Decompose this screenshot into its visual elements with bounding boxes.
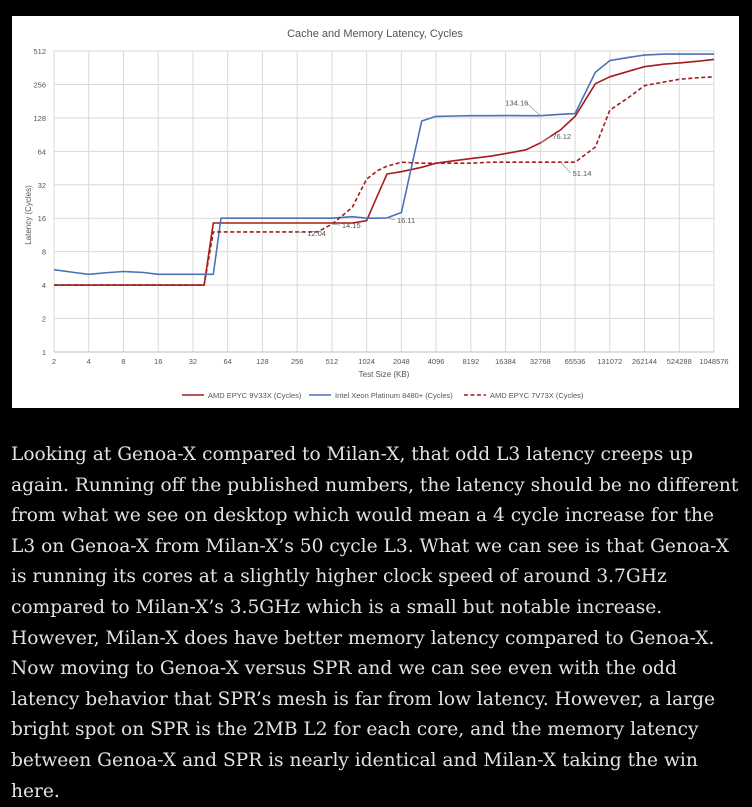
chart-series (54, 54, 714, 285)
x-tick-label: 524288 (666, 357, 692, 366)
x-tick-label: 64 (223, 357, 232, 366)
y-tick-label: 2 (41, 314, 46, 324)
data-annotation: 12.04 (307, 228, 326, 238)
chart-title: Cache and Memory Latency, Cycles (287, 28, 463, 40)
legend-label: Intel Xeon Platinum 8480+ (Cycles) (335, 391, 453, 400)
legend-label: AMD EPYC 9V33X (Cycles) (208, 391, 302, 400)
x-tick-label: 262144 (632, 357, 658, 366)
data-annotation: 16.11 (396, 215, 416, 225)
y-tick-label: 256 (33, 80, 46, 90)
x-tick-label: 8192 (462, 357, 480, 366)
y-axis-label: Latency (Cycles) (24, 185, 33, 245)
annotation-leader (540, 136, 550, 143)
y-tick-label: 32 (37, 180, 46, 190)
x-tick-label: 4096 (427, 357, 445, 366)
y-tick-label: 8 (41, 247, 46, 257)
y-tick-label: 1 (41, 348, 46, 357)
data-annotation: 51.14 (572, 169, 592, 179)
y-tick-label: 128 (33, 113, 46, 123)
chart-grid (54, 51, 714, 352)
y-tick-label: 64 (37, 147, 46, 157)
x-tick-label: 65536 (564, 357, 586, 366)
data-annotation: 76.12 (552, 131, 572, 141)
latency-chart-figure (12, 16, 739, 408)
x-tick-label: 4 (86, 357, 91, 366)
x-tick-label: 256 (290, 357, 304, 366)
x-tick-label: 16 (154, 357, 163, 366)
latency-chart (12, 16, 739, 408)
data-annotation: 14.15 (341, 221, 361, 231)
annotation-leader (332, 224, 340, 225)
x-tick-label: 16384 (495, 357, 517, 366)
x-tick-label: 2048 (393, 357, 410, 366)
y-tick-label: 4 (41, 281, 46, 291)
y-tick-label: 512 (33, 47, 46, 56)
x-tick-label: 512 (325, 357, 339, 366)
annotation-leader (526, 103, 540, 116)
y-axis-ticks (33, 47, 46, 357)
chart-legend (182, 391, 584, 400)
x-axis-label: Test Size (KB) (358, 370, 410, 379)
annotation-leader (561, 162, 571, 173)
x-tick-label: 128 (256, 357, 269, 366)
x-tick-label: 1024 (358, 357, 375, 366)
x-tick-label: 32 (188, 357, 198, 366)
x-tick-label: 32768 (529, 357, 551, 366)
x-tick-label: 1048576 (699, 357, 729, 366)
x-tick-label: 8 (121, 357, 126, 366)
series-line (54, 54, 714, 274)
x-axis-ticks (52, 357, 729, 366)
data-annotation: 134.16 (505, 98, 529, 108)
legend-label: AMD EPYC 7V73X (Cycles) (490, 391, 584, 400)
x-tick-label: 2 (51, 357, 57, 366)
y-tick-label: 16 (37, 214, 46, 224)
article-paragraph: Looking at Genoa-X compared to Milan-X, that odd L3 latency creeps up again. Running off the published numbers, the latency should be no different from what we see on desktop which would mean a 4 cycle increase for the L3 on Genoa-X from Milan-X’s 50 cycle L3. What we can see is that Genoa-X is running its cores at a slightly higher clock speed of around 3.7GHz compared to Milan-X’s 3.5GHz which is a small but notable increase. However, Milan-X does have better memory latency compared to Genoa-X. Now moving to Genoa-X versus SPR and we can see even with the odd latency behavior that SPR’s mesh is far from low latency. However, a large bright spot on SPR is the 2MB L2 for each core, and the memory latency between Genoa-X and SPR is nearly identical and Milan-X taking the win here. (11, 444, 739, 802)
x-tick-label: 131072 (597, 357, 623, 366)
